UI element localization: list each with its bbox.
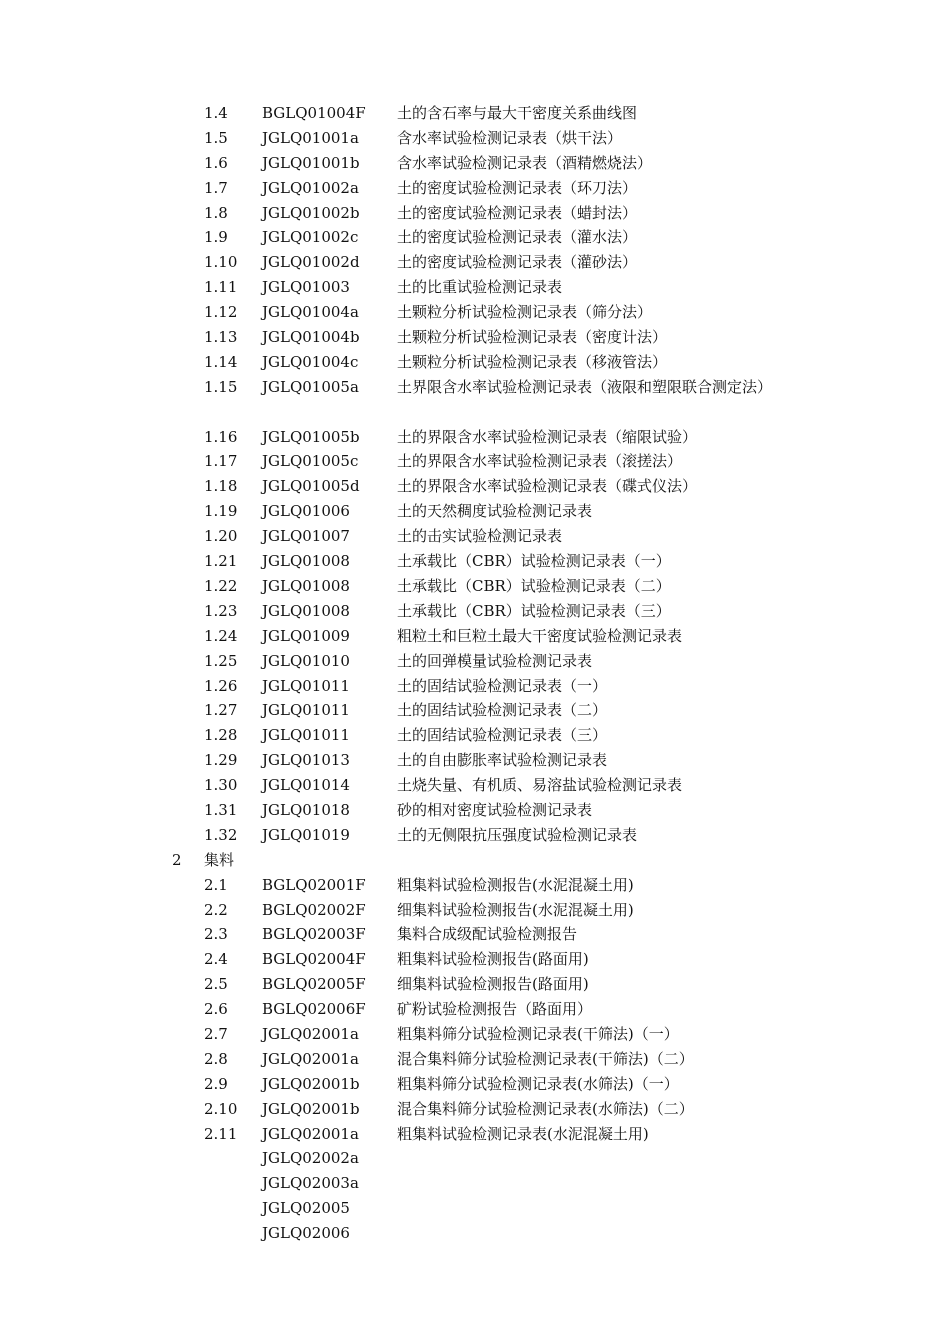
form-title: 粗集料试验检测记录表(水泥混凝土用)	[397, 1124, 649, 1143]
form-title: 土的自由膨胀率试验检测记录表	[397, 751, 608, 770]
form-title: 粗集料筛分试验检测记录表(水筛法)（一）	[397, 1074, 679, 1093]
list-item	[0, 723, 950, 748]
form-code: JGLQ01003	[262, 278, 350, 297]
list-item	[0, 325, 950, 350]
form-title: 土的界限含水率试验检测记录表（滚搓法）	[397, 452, 683, 471]
form-code: JGLQ02001b	[262, 1074, 360, 1093]
form-code: JGLQ01001b	[262, 153, 360, 172]
form-code: JGLQ02002a	[262, 1149, 359, 1168]
form-code: JGLQ02001a	[262, 1024, 359, 1043]
form-code: JGLQ01007	[262, 527, 350, 546]
entry-number: 1.10	[204, 253, 238, 272]
form-code: JGLQ02005	[262, 1199, 350, 1218]
form-title: 土颗粒分析试验检测记录表（密度计法）	[397, 328, 668, 347]
form-title: 土的击实试验检测记录表	[397, 527, 563, 546]
section-heading	[0, 848, 950, 873]
list-item	[0, 1047, 950, 1072]
form-code: JGLQ02003a	[262, 1174, 359, 1193]
form-code: JGLQ01002c	[262, 228, 359, 247]
form-code: BGLQ02001F	[262, 875, 366, 894]
section-2-entry-list	[0, 873, 950, 1246]
list-item	[0, 275, 950, 300]
entry-number: 2.7	[204, 1024, 228, 1043]
list-item	[0, 474, 950, 499]
entry-number: 1.18	[204, 477, 238, 496]
form-title: 土的密度试验检测记录表（环刀法）	[397, 178, 638, 197]
form-title: 矿粉试验检测报告（路面用）	[397, 1000, 593, 1019]
form-code: JGLQ01009	[262, 626, 350, 645]
form-code: JGLQ01001a	[262, 128, 359, 147]
list-item	[0, 922, 950, 947]
entry-number: 1.16	[204, 427, 238, 446]
entry-number: 1.19	[204, 502, 238, 521]
list-item	[0, 1196, 950, 1221]
list-item	[0, 300, 950, 325]
list-item	[0, 574, 950, 599]
form-code: BGLQ02003F	[262, 925, 366, 944]
list-item	[0, 1022, 950, 1047]
form-title: 土的回弹模量试验检测记录表	[397, 651, 593, 670]
list-item	[0, 698, 950, 723]
form-code: BGLQ02002F	[262, 900, 366, 919]
section-1-entry-list	[0, 101, 950, 848]
form-code: JGLQ01005c	[262, 452, 359, 471]
section-number: 2	[172, 850, 182, 869]
list-item	[0, 649, 950, 674]
list-item	[0, 972, 950, 997]
form-code: JGLQ01006	[262, 502, 350, 521]
entry-number: 1.31	[204, 800, 238, 819]
list-item	[0, 1072, 950, 1097]
entry-number: 1.20	[204, 527, 238, 546]
list-item	[0, 873, 950, 898]
form-code: JGLQ01011	[262, 701, 350, 720]
form-code: JGLQ01008	[262, 552, 350, 571]
list-item	[0, 823, 950, 848]
list-item	[0, 425, 950, 450]
form-code: JGLQ02001a	[262, 1124, 359, 1143]
form-title: 土的含石率与最大干密度关系曲线图	[397, 104, 638, 122]
entry-number: 1.4	[204, 104, 228, 122]
list-item	[0, 176, 950, 201]
entry-number: 2.3	[204, 925, 228, 944]
entry-number: 2.8	[204, 1049, 228, 1068]
entry-number: 1.17	[204, 452, 238, 471]
list-item	[0, 798, 950, 823]
form-code: JGLQ01004a	[262, 303, 359, 322]
form-title: 粗粒土和巨粒土最大干密度试验检测记录表	[397, 626, 683, 645]
entry-number: 1.7	[204, 178, 228, 197]
form-code: JGLQ01013	[262, 751, 350, 770]
form-title: 土的固结试验检测记录表（二）	[397, 701, 608, 720]
entry-number: 1.23	[204, 601, 238, 620]
form-code: JGLQ01018	[262, 800, 350, 819]
form-code: JGLQ01019	[262, 825, 350, 844]
form-code: JGLQ01005b	[262, 427, 360, 446]
list-item	[0, 748, 950, 773]
form-code: JGLQ01010	[262, 651, 350, 670]
list-item	[0, 151, 950, 176]
form-code: JGLQ01011	[262, 676, 350, 695]
form-title: 砂的相对密度试验检测记录表	[397, 800, 593, 819]
list-item	[0, 1097, 950, 1122]
form-title: 土的界限含水率试验检测记录表（碟式仪法）	[397, 477, 698, 496]
entry-number: 2.11	[204, 1124, 238, 1143]
section-title: 集料	[204, 850, 235, 869]
form-title: 含水率试验检测记录表（烘干法）	[397, 128, 623, 147]
entry-number: 1.12	[204, 303, 238, 322]
entry-number: 1.5	[204, 128, 228, 147]
entry-number: 1.22	[204, 576, 238, 595]
list-item	[0, 1171, 950, 1196]
list-item	[0, 1221, 950, 1246]
form-title: 土的天然稠度试验检测记录表	[397, 502, 593, 521]
form-code: BGLQ01004F	[262, 104, 366, 122]
document-body	[0, 101, 950, 1246]
entry-number: 2.2	[204, 900, 228, 919]
list-item	[0, 773, 950, 798]
form-title: 土的比重试验检测记录表	[397, 278, 563, 297]
form-title: 粗集料试验检测报告(路面用)	[397, 950, 589, 969]
list-item	[0, 499, 950, 524]
entry-number: 1.25	[204, 651, 238, 670]
form-code: BGLQ02006F	[262, 1000, 366, 1019]
form-title: 粗集料筛分试验检测记录表(干筛法)（一）	[397, 1024, 679, 1043]
form-title: 土的无侧限抗压强度试验检测记录表	[397, 825, 638, 844]
entry-number: 1.15	[204, 377, 238, 396]
form-title: 细集料试验检测报告(水泥混凝土用)	[397, 900, 634, 919]
list-item	[0, 225, 950, 250]
list-item	[0, 997, 950, 1022]
form-code: JGLQ01004b	[262, 328, 360, 347]
form-title: 土颗粒分析试验检测记录表（移液管法）	[397, 352, 668, 371]
form-code: JGLQ01005a	[262, 377, 359, 396]
list-item	[0, 624, 950, 649]
entry-number: 1.11	[204, 278, 238, 297]
form-code: JGLQ01011	[262, 726, 350, 745]
form-title: 土的密度试验检测记录表（蜡封法）	[397, 203, 638, 222]
form-code: JGLQ01002a	[262, 178, 359, 197]
entry-number: 1.24	[204, 626, 238, 645]
entry-number: 1.27	[204, 701, 238, 720]
form-title: 含水率试验检测记录表（酒精燃烧法）	[397, 153, 653, 172]
form-title: 土界限含水率试验检测记录表（液限和塑限联合测定法）	[397, 377, 773, 396]
form-title: 土的固结试验检测记录表（三）	[397, 726, 608, 745]
form-code: JGLQ01002d	[262, 253, 360, 272]
entry-number: 1.28	[204, 726, 238, 745]
entry-number: 1.30	[204, 776, 238, 795]
form-title: 土的固结试验检测记录表（一）	[397, 676, 608, 695]
entry-number: 2.9	[204, 1074, 228, 1093]
form-title: 细集料试验检测报告(路面用)	[397, 975, 589, 994]
list-item	[0, 1122, 950, 1147]
form-code: BGLQ02005F	[262, 975, 366, 994]
form-code: JGLQ01008	[262, 601, 350, 620]
form-code: JGLQ02001a	[262, 1049, 359, 1068]
form-title: 土颗粒分析试验检测记录表（筛分法）	[397, 303, 653, 322]
list-item	[0, 674, 950, 699]
list-item	[0, 947, 950, 972]
entry-number: 2.1	[204, 875, 228, 894]
form-code: JGLQ01004c	[262, 352, 359, 371]
form-code: JGLQ01002b	[262, 203, 360, 222]
list-item	[0, 898, 950, 923]
list-item	[0, 1146, 950, 1171]
list-item	[0, 250, 950, 275]
list-item	[0, 201, 950, 226]
form-title: 土承载比（CBR）试验检测记录表（一）	[397, 552, 671, 571]
form-code: JGLQ02006	[262, 1224, 350, 1243]
form-title: 土承载比（CBR）试验检测记录表（二）	[397, 576, 671, 595]
entry-number: 1.9	[204, 228, 228, 247]
form-title: 集料合成级配试验检测报告	[397, 925, 578, 944]
entry-number: 2.5	[204, 975, 228, 994]
form-code: JGLQ02001b	[262, 1099, 360, 1118]
form-code: JGLQ01005d	[262, 477, 360, 496]
form-title: 土承载比（CBR）试验检测记录表（三）	[397, 601, 671, 620]
entry-number: 1.26	[204, 676, 238, 695]
list-item	[0, 101, 950, 126]
entry-number: 2.10	[204, 1099, 238, 1118]
form-title: 土的密度试验检测记录表（灌水法）	[397, 228, 638, 247]
list-item	[0, 350, 950, 375]
entry-number: 1.32	[204, 825, 238, 844]
form-code: JGLQ01008	[262, 576, 350, 595]
form-title: 土的密度试验检测记录表（灌砂法）	[397, 253, 638, 272]
list-item	[0, 549, 950, 574]
list-item	[0, 126, 950, 151]
entry-number: 1.8	[204, 203, 228, 222]
list-item	[0, 524, 950, 549]
form-title: 土烧失量、有机质、易溶盐试验检测记录表	[397, 776, 683, 795]
entry-number: 1.13	[204, 328, 238, 347]
form-title: 混合集料筛分试验检测记录表(水筛法)（二）	[397, 1099, 694, 1118]
entry-number: 1.29	[204, 751, 238, 770]
form-title: 土的界限含水率试验检测记录表（缩限试验）	[397, 427, 698, 446]
form-title: 粗集料试验检测报告(水泥混凝土用)	[397, 875, 634, 894]
form-code: JGLQ01014	[262, 776, 350, 795]
entry-number: 1.21	[204, 552, 238, 571]
form-code: BGLQ02004F	[262, 950, 366, 969]
entry-number: 2.6	[204, 1000, 228, 1019]
list-item	[0, 375, 950, 425]
list-item	[0, 449, 950, 474]
form-title: 混合集料筛分试验检测记录表(干筛法)（二）	[397, 1049, 694, 1068]
entry-number: 1.6	[204, 153, 228, 172]
list-item	[0, 599, 950, 624]
entry-number: 2.4	[204, 950, 228, 969]
entry-number: 1.14	[204, 352, 238, 371]
